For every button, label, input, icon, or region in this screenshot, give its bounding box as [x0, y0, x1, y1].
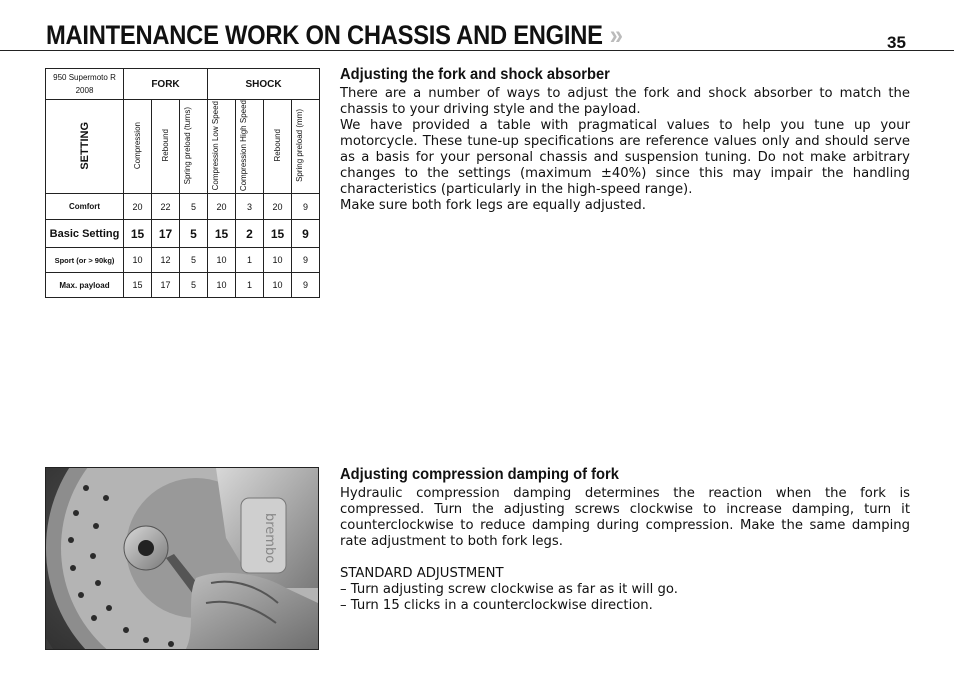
caliper-logo: brembo [262, 513, 277, 564]
page-number: 35 [887, 33, 906, 52]
step-item: – Turn adjusting screw clockwise as far as it will go. [340, 582, 678, 597]
standard-adjustment-label: STANDARD ADJUSTMENT [340, 566, 504, 581]
section-compression-damping [340, 467, 910, 614]
paragraph: There are a number of ways to adjust the fork and shock absorber to match the chassis to your driving style and the payload. [340, 86, 910, 117]
suspension-settings-table [45, 68, 320, 298]
section-fork-shock [340, 67, 910, 214]
col-fork-compression: Compression [124, 100, 152, 194]
page-header [0, 0, 954, 51]
table-row: Max. payload 15 17 5 10 1 10 9 [46, 273, 320, 298]
paragraph: Hydraulic compression damping determines the reaction when the fork is compressed. Turn the adjusting screws clockwise to increase damping, turn it counterclockwise to reduce damping during compression. Make the same damping rate adjustment to both fork legs. [340, 486, 910, 549]
table-row: Sport (or > 90kg) 10 12 5 10 1 10 9 [46, 248, 320, 273]
col-shock-comp-low: Compression Low Speed [208, 100, 236, 194]
col-shock-rebound: Rebound [264, 100, 292, 194]
fork-header: FORK [124, 69, 208, 100]
col-fork-preload: Spring preload (turns) [180, 100, 208, 194]
col-shock-preload: Spring preload (mm) [292, 100, 320, 194]
fork-photo [45, 467, 319, 650]
col-shock-comp-high: Compression High Speed [236, 100, 264, 194]
setting-header: SETTING [46, 100, 124, 194]
paragraph: Make sure both fork legs are equally adjusted. [340, 198, 646, 213]
step-item: – Turn 15 clicks in a counterclockwise direction. [340, 598, 653, 613]
paragraph: We have provided a table with pragmatical values to help you tune up your motorcycle. These tune-up specifications are reference values only and should serve as a basis for your personal chassis and suspension tuning. Do not make arbitrary changes to the settings (maximum ±40%) since this may impair the handling characteristics (particularly in the high-speed range). [340, 118, 910, 197]
page-title: MAINTENANCE WORK ON CHASSIS AND ENGINE » [46, 20, 623, 50]
shock-header: SHOCK [208, 69, 320, 100]
table-row: Basic Setting 15 17 5 15 2 15 9 [46, 220, 320, 248]
model-cell: 950 Supermoto R 2008 [46, 69, 124, 100]
brake-disc-illustration [46, 468, 318, 649]
table-row: Comfort 20 22 5 20 3 20 9 [46, 194, 320, 220]
chevron-icon: » [609, 20, 623, 50]
section-heading: Adjusting the fork and shock absorber [340, 66, 610, 83]
section-heading: Adjusting compression damping of fork [340, 466, 619, 483]
col-fork-rebound: Rebound [152, 100, 180, 194]
